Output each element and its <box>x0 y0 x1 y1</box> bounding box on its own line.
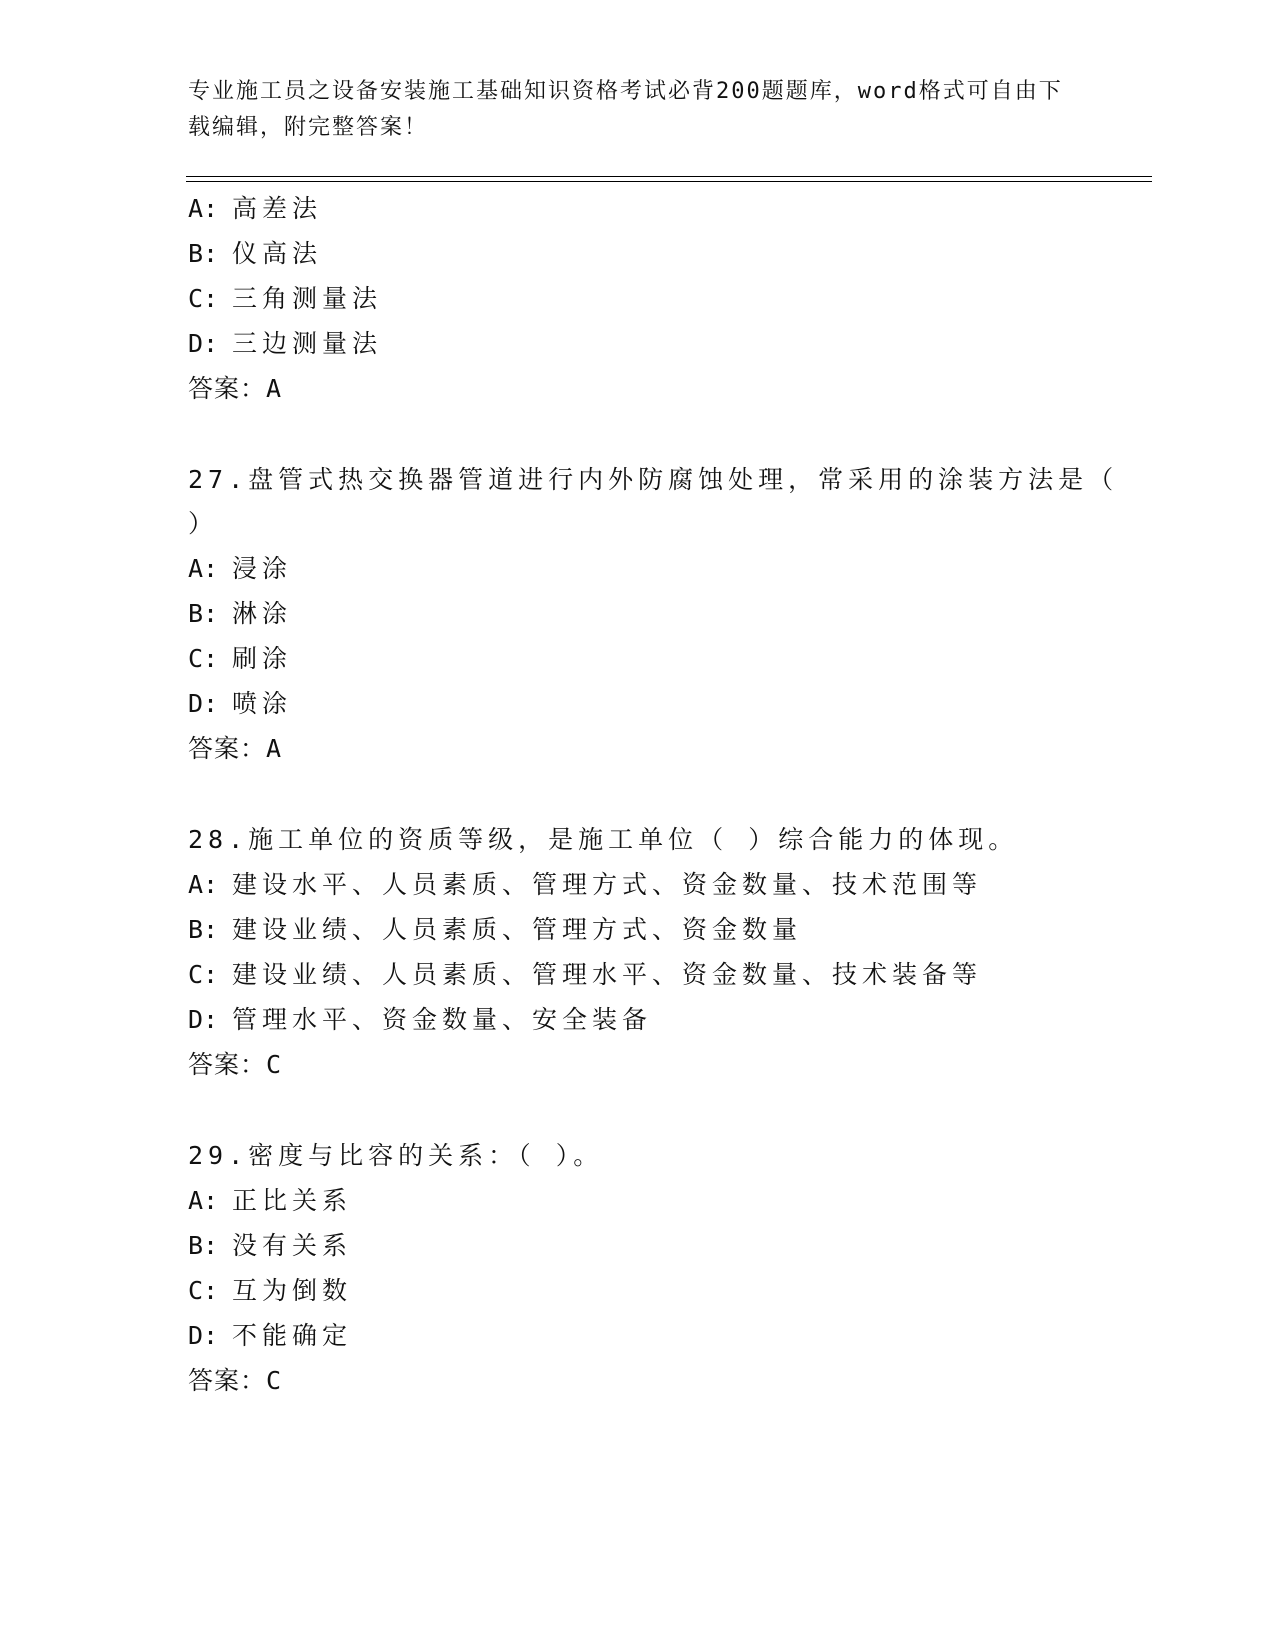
answer-line: 答案：C <box>188 1050 283 1079</box>
question-27-continued: ） <box>188 509 219 538</box>
option-text: 刷涂 <box>232 644 293 673</box>
option-label: A: <box>188 194 219 223</box>
option-d <box>188 1319 352 1353</box>
option-text: 浸涂 <box>232 554 293 583</box>
document-header: 专业施工员之设备安装施工基础知识资格考试必背200题题库，word格式可自由下载编辑，附完整答案！ <box>188 79 1063 140</box>
option-a <box>188 1184 352 1218</box>
option-label: A: <box>188 1186 219 1215</box>
answer-line: 答案：A <box>188 734 283 763</box>
option-a <box>188 192 322 226</box>
option-text: 管理水平、资金数量、安全装备 <box>232 1005 653 1034</box>
option-label: B: <box>188 1231 219 1260</box>
option-label: C: <box>188 960 219 989</box>
option-a <box>188 868 982 902</box>
option-label: A: <box>188 554 219 583</box>
option-label: D: <box>188 329 219 358</box>
option-label: C: <box>188 284 219 313</box>
option-b <box>188 913 802 947</box>
option-d <box>188 687 292 721</box>
option-text: 三角测量法 <box>232 284 383 313</box>
header-rule-top <box>186 176 1152 177</box>
option-text: 建设水平、人员素质、管理方式、资金数量、技术范围等 <box>232 870 983 899</box>
option-label: B: <box>188 599 219 628</box>
option-b <box>188 597 292 631</box>
option-c <box>188 1274 352 1308</box>
option-text: 喷涂 <box>232 689 293 718</box>
option-text: 仪高法 <box>232 239 323 268</box>
answer-line: 答案：A <box>188 374 283 403</box>
header-rule-bottom <box>186 181 1152 182</box>
option-text: 淋涂 <box>232 599 293 628</box>
answer-line: 答案：C <box>188 1366 283 1395</box>
option-label: B: <box>188 915 219 944</box>
option-text: 没有关系 <box>232 1231 353 1260</box>
option-b <box>188 237 322 271</box>
option-b <box>188 1229 352 1263</box>
option-d <box>188 327 382 361</box>
option-label: C: <box>188 1276 219 1305</box>
option-c <box>188 282 382 316</box>
option-label: A: <box>188 870 219 899</box>
option-text: 互为倒数 <box>232 1276 353 1305</box>
option-text: 建设业绩、人员素质、管理水平、资金数量、技术装备等 <box>232 960 983 989</box>
option-text: 三边测量法 <box>232 329 383 358</box>
option-label: D: <box>188 1005 219 1034</box>
question-28: 28.施工单位的资质等级，是施工单位（ ）综合能力的体现。 <box>188 825 1019 854</box>
option-a <box>188 552 292 586</box>
option-c <box>188 958 982 992</box>
question-29: 29.密度与比容的关系：（ ）。 <box>188 1141 604 1170</box>
option-label: C: <box>188 644 219 673</box>
option-text: 正比关系 <box>232 1186 353 1215</box>
option-label: D: <box>188 689 219 718</box>
question-27: 27.盘管式热交换器管道进行内外防腐蚀处理，常采用的涂装方法是（ <box>188 465 1119 494</box>
option-text: 建设业绩、人员素质、管理方式、资金数量 <box>232 915 803 944</box>
option-d <box>188 1003 652 1037</box>
option-c <box>188 642 292 676</box>
option-text: 高差法 <box>232 194 323 223</box>
option-text: 不能确定 <box>232 1321 353 1350</box>
option-label: B: <box>188 239 219 268</box>
option-label: D: <box>188 1321 219 1350</box>
